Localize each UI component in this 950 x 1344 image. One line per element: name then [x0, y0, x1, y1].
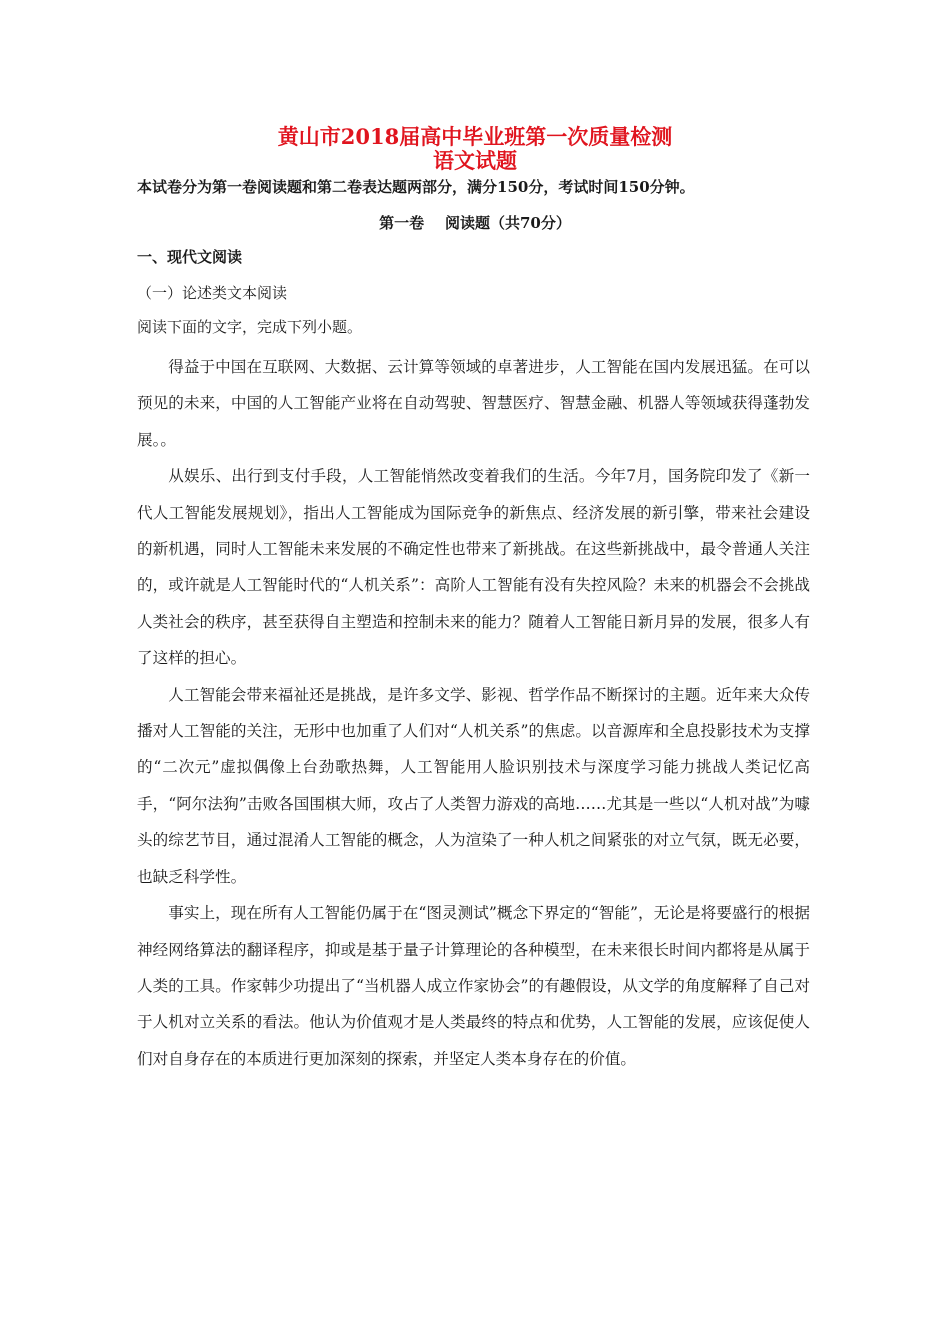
article-paragraph-2: 从娱乐、出行到支付手段，人工智能悄然改变着我们的生活。今年7月，国务院印发了《新一代人工智能发展规划》，指出人工智能成为国际竞争的新焦点、经济发展的新引擎，带来社会建设的新机遇，同时人工智能未来发展的不确定性也带来了新挑战。在这些新挑战中，最令普通人关注的，或许就是人工智能时代的“人机关系”：高阶人工智能有没有失控风险？未来的机器会不会挑战人类社会的秩序，甚至获得自主塑造和控制未来的能力？随着人工智能日新月异的发展，很多人有了这样的担心。: [137, 467, 810, 668]
article-paragraph-1: 得益于中国在互联网、大数据、云计算等领域的卓著进步，人工智能在国内发展迅猛。在可以预见的未来，中国的人工智能产业将在自动驾驶、智慧医疗、智慧金融、机器人等领域获得蓬勃发展。。: [137, 358, 810, 449]
subsection-heading: （一）论述类文本阅读: [137, 284, 288, 302]
article-paragraph-4: 事实上，现在所有人工智能仍属于在“图灵测试”概念下界定的“智能”，无论是将要盛行的根据神经网络算法的翻译程序，抑或是基于量子计算理论的各种模型，在未来很长时间内都将是从属于人类的工具。作家韩少功提出了“当机器人成立作家协会”的有趣假设，从文学的角度解释了自己对于人机对立关系的看法。他认为价值观才是人类最终的特点和优势，人工智能的发展，应该促使人们对自身存在的本质进行更加深刻的探索，并坚定人类本身存在的价值。: [137, 904, 810, 1068]
article-paragraph-3: 人工智能会带来福祉还是挑战，是许多文学、影视、哲学作品不断探讨的主题。近年来大众传播对人工智能的关注，无形中也加重了人们对“人机关系”的焦虑。以音源库和全息投影技术为支撑的“二次元”虚拟偶像上台劲歌热舞，人工智能用人脸识别技术与深度学习能力挑战人类记忆高手，“阿尔法狗”击败各国围棋大师，攻占了人类智力游戏的高地……尤其是一些以“人机对战”为噱头的综艺节目，通过混淆人工智能的概念，人为渲染了一种人机之间紧张的对立气氛，既无必要，也缺乏科学性。: [137, 685, 810, 886]
document-title: 黄山市2018届高中毕业班第一次质量检测: [277, 124, 673, 149]
article-body: [137, 349, 810, 1077]
part-heading: 第一卷 阅读题（共70分）: [379, 214, 571, 232]
exam-instructions: 本试卷分为第一卷阅读题和第二卷表达题两部分，满分150分，考试时间150分钟。: [137, 178, 695, 196]
section-heading: 一、现代文阅读: [137, 248, 243, 266]
reading-instruction: 阅读下面的文字，完成下列小题。: [137, 318, 363, 336]
document-subtitle: 语文试题: [433, 148, 517, 173]
